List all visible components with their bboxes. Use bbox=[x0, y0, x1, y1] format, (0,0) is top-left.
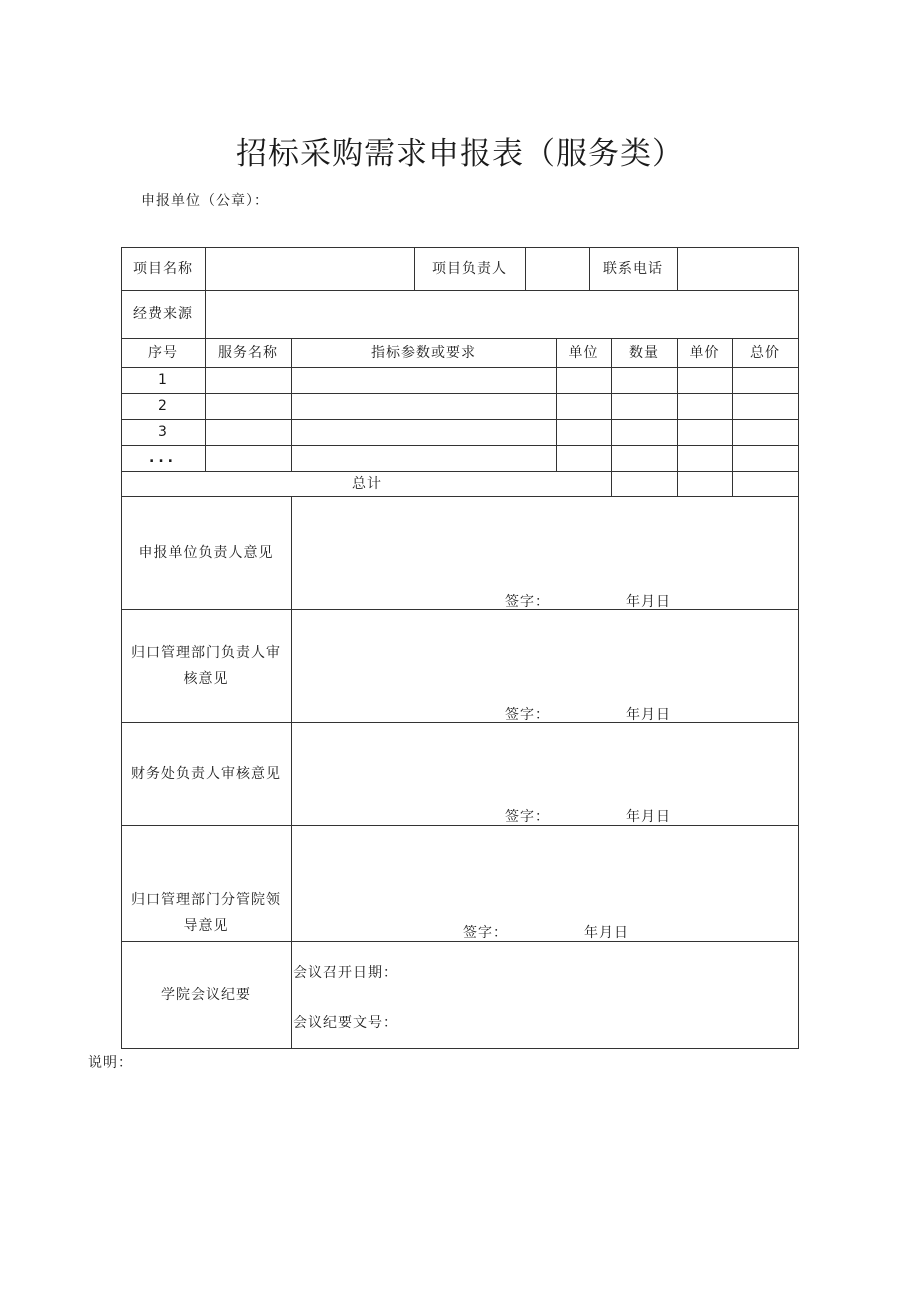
opinion-label-finance-head: 财务处负责人审核意见 bbox=[131, 765, 281, 782]
total-unit-price-field[interactable] bbox=[678, 472, 732, 496]
table-border-bottom bbox=[121, 1048, 799, 1049]
header-unit-price: 单价 bbox=[689, 344, 720, 361]
funding-source-label: 经费来源 bbox=[133, 306, 193, 322]
table-rule bbox=[121, 367, 799, 368]
signature-label: 签字： bbox=[463, 925, 508, 941]
row-number: 3 bbox=[158, 424, 168, 440]
note-label: 说明： bbox=[88, 1055, 133, 1071]
opinion-label-applicant-head: 申报单位负责人意见 bbox=[138, 544, 274, 561]
contact-phone-field[interactable] bbox=[678, 248, 798, 290]
row-number: ... bbox=[149, 450, 177, 466]
meeting-minutes-label: 学院会议纪要 bbox=[161, 986, 251, 1003]
table-rule bbox=[121, 393, 799, 394]
signature-label: 签字： bbox=[505, 707, 550, 723]
funding-source-field[interactable] bbox=[206, 291, 798, 338]
contact-phone-label: 联系电话 bbox=[603, 260, 663, 277]
header-total-price: 总价 bbox=[750, 344, 780, 361]
meeting-minutes-number-label: 会议纪要文号： bbox=[293, 1015, 398, 1031]
date-label: 年月日 bbox=[626, 809, 671, 825]
opinion-label-department-head: 归口管理部门负责人审核意见 bbox=[131, 644, 281, 687]
project-name-field[interactable] bbox=[206, 248, 414, 290]
opinion-label-leader: 归口管理部门分管院领导意见 bbox=[131, 891, 281, 934]
meeting-date-label: 会议召开日期： bbox=[293, 965, 398, 981]
header-unit: 单位 bbox=[568, 344, 599, 361]
header-quantity: 数量 bbox=[629, 344, 659, 361]
signature-label: 签字： bbox=[505, 809, 550, 825]
applicant-unit-label: 申报单位（公章）： bbox=[141, 193, 269, 209]
row-number: 2 bbox=[158, 398, 168, 414]
total-price-field[interactable] bbox=[733, 472, 798, 496]
project-name-label: 项目名称 bbox=[133, 260, 193, 277]
table-rule bbox=[121, 419, 799, 420]
document-title: 招标采购需求申报表（服务类） bbox=[236, 136, 684, 172]
header-spec-requirements: 指标参数或要求 bbox=[371, 344, 476, 361]
header-service-name: 服务名称 bbox=[218, 344, 278, 361]
table-rule bbox=[291, 496, 292, 1049]
table-rule bbox=[121, 445, 799, 446]
table-border-right bbox=[798, 247, 799, 1049]
date-label: 年月日 bbox=[626, 594, 671, 610]
total-quantity-field[interactable] bbox=[612, 472, 677, 496]
date-label: 年月日 bbox=[626, 707, 671, 723]
total-label: 总计 bbox=[352, 475, 382, 492]
project-lead-field[interactable] bbox=[526, 248, 589, 290]
row-number: 1 bbox=[158, 372, 168, 388]
header-serial-no: 序号 bbox=[148, 344, 178, 361]
project-lead-label: 项目负责人 bbox=[432, 260, 507, 277]
signature-label: 签字： bbox=[505, 594, 550, 610]
table-rule bbox=[121, 825, 799, 826]
date-label: 年月日 bbox=[584, 925, 629, 941]
